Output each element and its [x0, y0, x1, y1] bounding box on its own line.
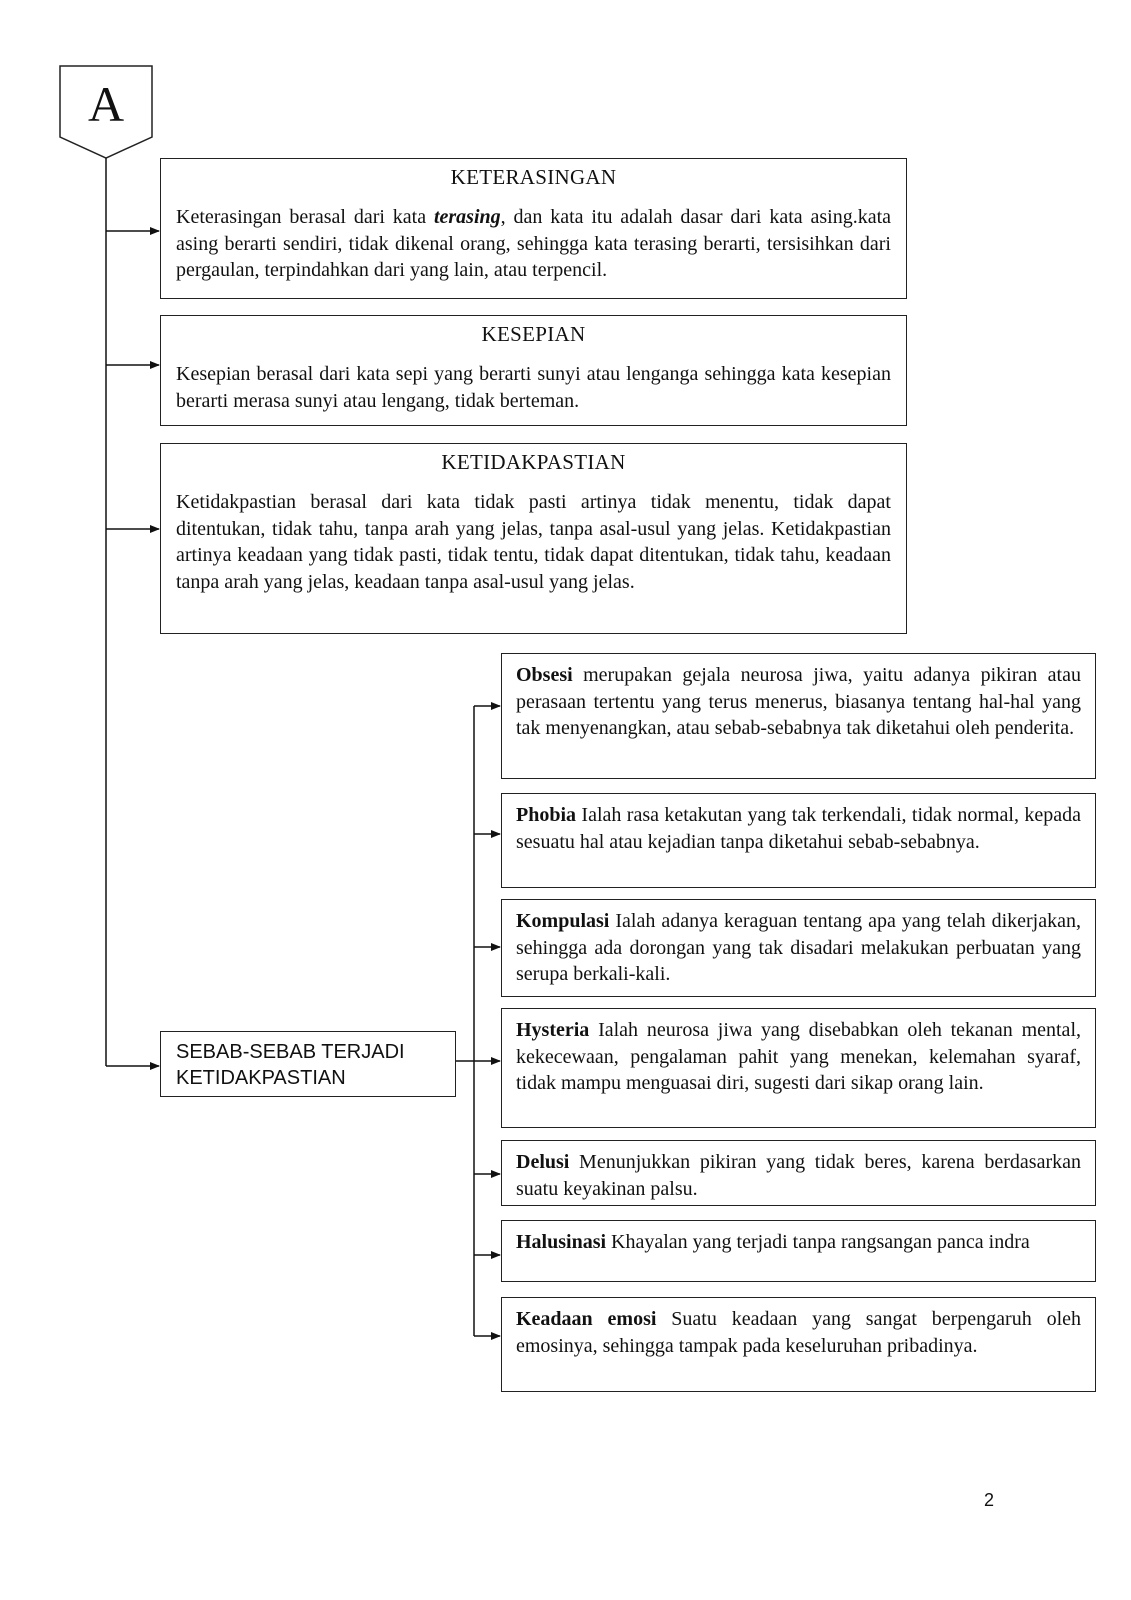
cause-text-phobia: Phobia Ialah rasa ketakutan yang tak terkendali, tidak normal, kepada sesuatu hal atau kejadian tanpa diketahui sebab-sebabnya.: [516, 804, 1081, 853]
cause-box-delusi: [501, 1140, 1096, 1206]
causes-label: SEBAB-SEBAB TERJADI KETIDAKPASTIAN: [176, 1041, 405, 1089]
cause-box-phobia: [501, 793, 1096, 888]
cause-term-hysteria: Hysteria: [516, 1019, 590, 1041]
kesepian-text: Kesepian berasal dari kata sepi yang berarti sunyi atau lenganga sehingga kata kesepian berarti merasa sunyi atau lengang, tidak berteman.: [176, 363, 891, 412]
ketidakpastian-box: [160, 443, 907, 634]
keterasingan-emphasis: terasing: [433, 206, 501, 228]
cause-box-obsesi: [501, 653, 1096, 779]
cause-text-delusi: Delusi Menunjukkan pikiran yang tidak beres, karena berdasarkan suatu keyakinan palsu.: [516, 1151, 1081, 1200]
keterasingan-box: [160, 158, 907, 299]
keterasingan-title: KETERASINGAN: [450, 165, 617, 189]
cause-box-hysteria: [501, 1008, 1096, 1128]
cause-box-kompulasi: [501, 899, 1096, 997]
cause-term-halusinasi: Halusinasi: [516, 1231, 607, 1253]
ketidakpastian-title: KETIDAKPASTIAN: [441, 450, 626, 474]
cause-text-hysteria: Hysteria Ialah neurosa jiwa yang disebabkan oleh tekanan mental, kekecewaan, pengalaman pahit yang menekan, kelemahan syaraf, tidak mampu menguasai diri, sugesti dari sikap orang lain.: [516, 1019, 1081, 1094]
cause-term-kompulasi: Kompulasi: [516, 910, 610, 932]
section-marker-letter: A: [87, 76, 125, 132]
cause-term-obsesi: Obsesi: [516, 664, 573, 686]
keterasingan-text: Keterasingan berasal dari kata terasing, dan kata itu adalah dasar dari kata asing.kata asing berarti sendiri, tidak dikenal orang, sehingga kata terasing berarti, tersisihkan dari pergaulan, terpindahkan dari yang lain, atau terpencil.: [176, 206, 892, 281]
cause-term-delusi: Delusi: [516, 1151, 570, 1173]
cause-box-halusinasi: [501, 1220, 1096, 1282]
cause-box-keadaan-emosi: [501, 1297, 1096, 1392]
kesepian-title: KESEPIAN: [481, 322, 586, 346]
cause-term-phobia: Phobia: [516, 804, 577, 826]
cause-text-kompulasi: Kompulasi Ialah adanya keraguan tentang apa yang telah dikerjakan, sehingga ada dorongan yang tak disadari melakukan perbuatan yang serupa berkali-kali.: [516, 910, 1081, 985]
causes-label-box: [160, 1031, 456, 1097]
cause-term-keadaan-emosi: Keadaan emosi: [516, 1308, 657, 1330]
cause-text-obsesi: Obsesi merupakan gejala neurosa jiwa, yaitu adanya pikiran atau perasaan tertentu yang terus menerus, biasanya tentang hal-hal yang tak menyenangkan, atau sebab-sebabnya tak diketahui oleh penderita.: [516, 664, 1081, 739]
ketidakpastian-text: Ketidakpastian berasal dari kata tidak pasti artinya tidak menentu, tidak dapat ditentukan, tidak tahu, tanpa arah yang jelas, tanpa asal-usul yang jelas. Ketidakpastian artinya keadaan yang tidak pasti, tidak tentu, tidak dapat ditentukan, tidak tahu, keadaan tanpa arah yang jelas, keadaan tanpa asal-usul yang jelas.: [176, 491, 891, 593]
page-number: 2: [984, 1490, 995, 1510]
cause-text-keadaan-emosi: Keadaan emosi Suatu keadaan yang sangat berpengaruh oleh emosinya, sehingga tampak pada keseluruhan pribadinya.: [516, 1308, 1081, 1357]
kesepian-box: [160, 315, 907, 426]
cause-text-halusinasi: Halusinasi Khayalan yang terjadi tanpa rangsangan panca indra: [516, 1231, 1030, 1253]
